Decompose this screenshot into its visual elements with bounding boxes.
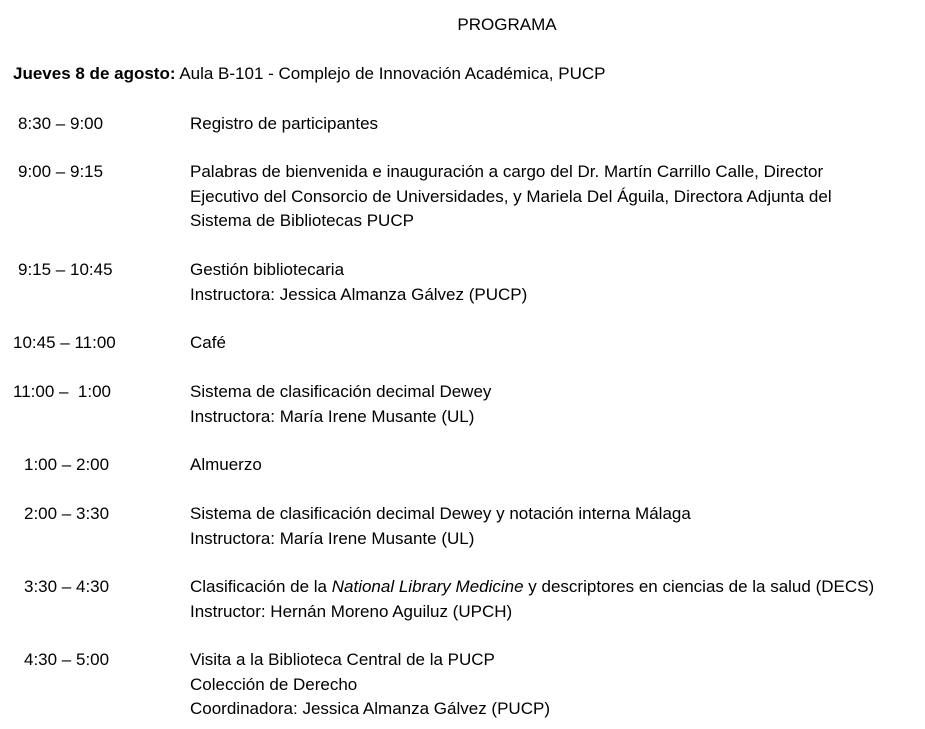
- day-label: Jueves 8 de agosto:: [13, 64, 176, 83]
- session-time: 2:00 – 3:30: [24, 504, 110, 523]
- session-line: Instructora: María Irene Musante (UL): [190, 406, 475, 426]
- session-time: 11:00 – 1:00: [13, 382, 111, 401]
- session-time: 9:00 – 9:15: [18, 162, 104, 181]
- session-time: 10:45 – 11:00: [13, 333, 116, 352]
- session-line: Sistema de clasificación decimal Dewey: [190, 382, 492, 401]
- session-details: [190, 258, 920, 307]
- day-location: Aula B-101 - Complejo de Innovación Académica, PUCP: [179, 64, 606, 83]
- session-line: [190, 575, 920, 600]
- session-details: [190, 648, 920, 722]
- session-line: Ejecutivo del Consorcio de Universidades, y Mariela Del Águila, Directora Adjunta del: [190, 186, 832, 206]
- session-line-emphasis: National Library Medicine: [331, 577, 524, 596]
- session-line-text: y descriptores en ciencias de la salud (DECS): [523, 577, 875, 596]
- session-details: [190, 453, 920, 478]
- page-title: PROGRAMA: [457, 15, 557, 34]
- session-details: [190, 502, 920, 551]
- session-time: 3:30 – 4:30: [24, 577, 110, 596]
- session-line: Registro de participantes: [190, 114, 379, 133]
- session-details: [190, 331, 920, 356]
- session-line: Almuerzo: [190, 455, 262, 474]
- session-line: Coordinadora: Jessica Almanza Gálvez (PUCP): [190, 699, 550, 718]
- session-line: Gestión bibliotecaria: [190, 260, 345, 279]
- session-time: 9:15 – 10:45: [18, 260, 113, 279]
- session-line: Instructora: María Irene Musante (UL): [190, 528, 475, 548]
- session-line: Visita a la Biblioteca Central de la PUCP: [190, 650, 495, 669]
- session-line: Instructor: Hernán Moreno Aguiluz (UPCH): [190, 601, 513, 621]
- day-header: [13, 62, 605, 87]
- session-line: Colección de Derecho: [190, 674, 358, 694]
- session-details: [190, 112, 920, 137]
- session-details: [190, 575, 920, 624]
- session-line: Sistema de Bibliotecas PUCP: [190, 211, 414, 230]
- session-line: Palabras de bienvenida e inauguración a cargo del Dr. Martín Carrillo Calle, Director: [190, 162, 824, 181]
- session-line: Instructora: Jessica Almanza Gálvez (PUCP): [190, 284, 528, 304]
- session-line: Sistema de clasificación decimal Dewey y notación interna Málaga: [190, 504, 691, 523]
- session-line: Café: [190, 333, 226, 352]
- session-time: 8:30 – 9:00: [18, 114, 104, 133]
- session-time: 1:00 – 2:00: [24, 455, 110, 474]
- session-time: 4:30 – 5:00: [24, 650, 110, 669]
- session-line-text: Clasificación de la: [190, 577, 332, 596]
- session-details: [190, 380, 920, 429]
- session-details: [190, 160, 920, 234]
